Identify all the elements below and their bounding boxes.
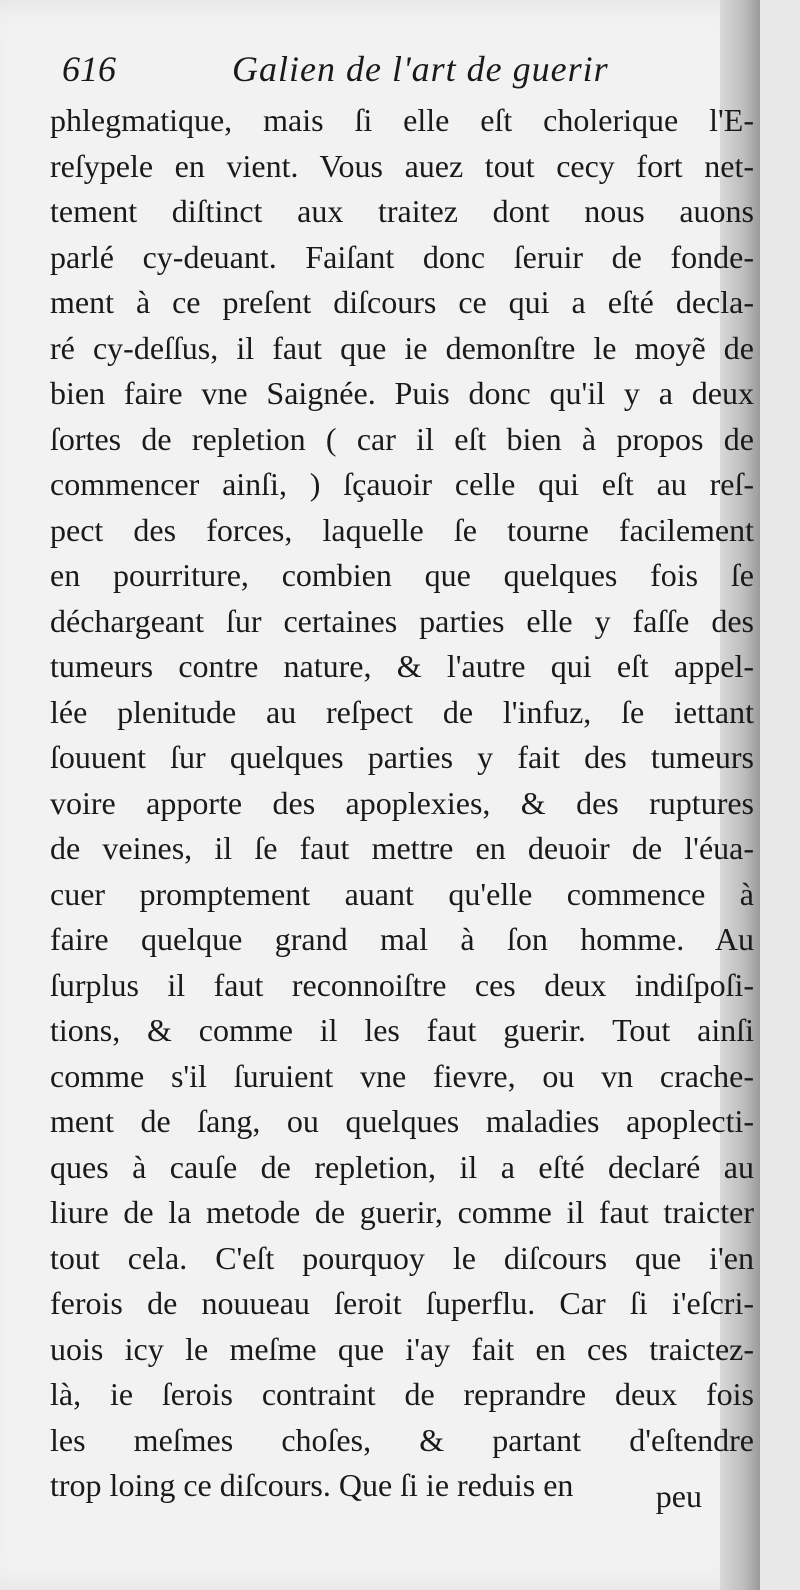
running-title: Galien de l'art de guerir	[232, 49, 609, 89]
text-line: cuer promptement auant qu'elle commence à	[50, 875, 754, 912]
body-text	[50, 98, 754, 1509]
text-line: lée plenitude au reſpect de l'infuz, ſe iettant	[50, 693, 754, 730]
text-line: tumeurs contre nature, & l'autre qui eſt appel-	[50, 648, 754, 684]
text-line: là, ie ſerois contraint de reprandre deux fois	[50, 1376, 754, 1412]
text-line: ferois de nouueau ſeroit ſuperflu. Car ſi i'eſcri-	[50, 1285, 754, 1321]
text-line: faire quelque grand mal à ſon homme. Au	[50, 921, 754, 957]
text-line: de veines, il ſe faut mettre en deuoir de l'éua-	[50, 830, 754, 866]
text-line: ſouuent ſur quelques parties y fait des tumeurs	[50, 739, 754, 775]
text-line: ment de ſang, ou quelques maladies apoplecti-	[50, 1103, 754, 1139]
text-line: tions, & comme il les faut guerir. Tout ainſi	[50, 1012, 754, 1048]
page-number: 616	[62, 49, 116, 89]
text-line: tement diſtinct aux traitez dont nous auons	[50, 193, 754, 229]
text-line: ré cy-deſſus, il faut que ie demonſtre le moyẽ de	[50, 329, 754, 366]
text-line: comme s'il ſuruient vne fievre, ou vn crache-	[50, 1057, 754, 1094]
text-line: tout cela. C'eſt pourquoy le diſcours que i'en	[50, 1239, 754, 1276]
catchword: peu	[655, 1478, 702, 1514]
text-line: déchargeant ſur certaines parties elle y faſſe des	[50, 602, 754, 639]
text-line: ſurplus il faut reconnoiſtre ces deux indiſpoſi-	[50, 966, 754, 1003]
text-line: les meſmes choſes, & partant d'eſtendre	[50, 1421, 754, 1458]
text-line: en pourriture, combien que quelques fois ſe	[50, 557, 754, 593]
text-line: ment à ce preſent diſcours ce qui a eſté decla-	[50, 284, 754, 320]
text-line: voire apporte des apoplexies, & des ruptures	[50, 784, 754, 821]
text-line: bien faire vne Saignée. Puis donc qu'il y a deux	[50, 375, 754, 411]
text-line: parlé cy-deuant. Faiſant donc ſeruir de fonde-	[50, 238, 754, 275]
text-line: commencer ainſi, ) ſçauoir celle qui eſt au reſ-	[50, 466, 754, 502]
text-line: trop loing ce diſcours. Que ſi ie reduis en	[50, 1467, 574, 1503]
text-line: phlegmatique, mais ſi elle eſt cholerique l'E-	[50, 102, 754, 138]
page-header	[62, 42, 690, 102]
text-line: liure de la metode de guerir, comme il faut traicter	[50, 1194, 754, 1230]
text-line: uois icy le meſme que i'ay fait en ces traictez-	[50, 1330, 754, 1367]
text-line: ſortes de repletion ( car il eſt bien à propos de	[50, 420, 754, 457]
text-line: reſypele en vient. Vous auez tout cecy fort net-	[50, 147, 754, 184]
text-line: ques à cauſe de repletion, il a eſté declaré au	[50, 1148, 754, 1185]
text-line: pect des forces, laquelle ſe tourne facilement	[50, 511, 754, 548]
